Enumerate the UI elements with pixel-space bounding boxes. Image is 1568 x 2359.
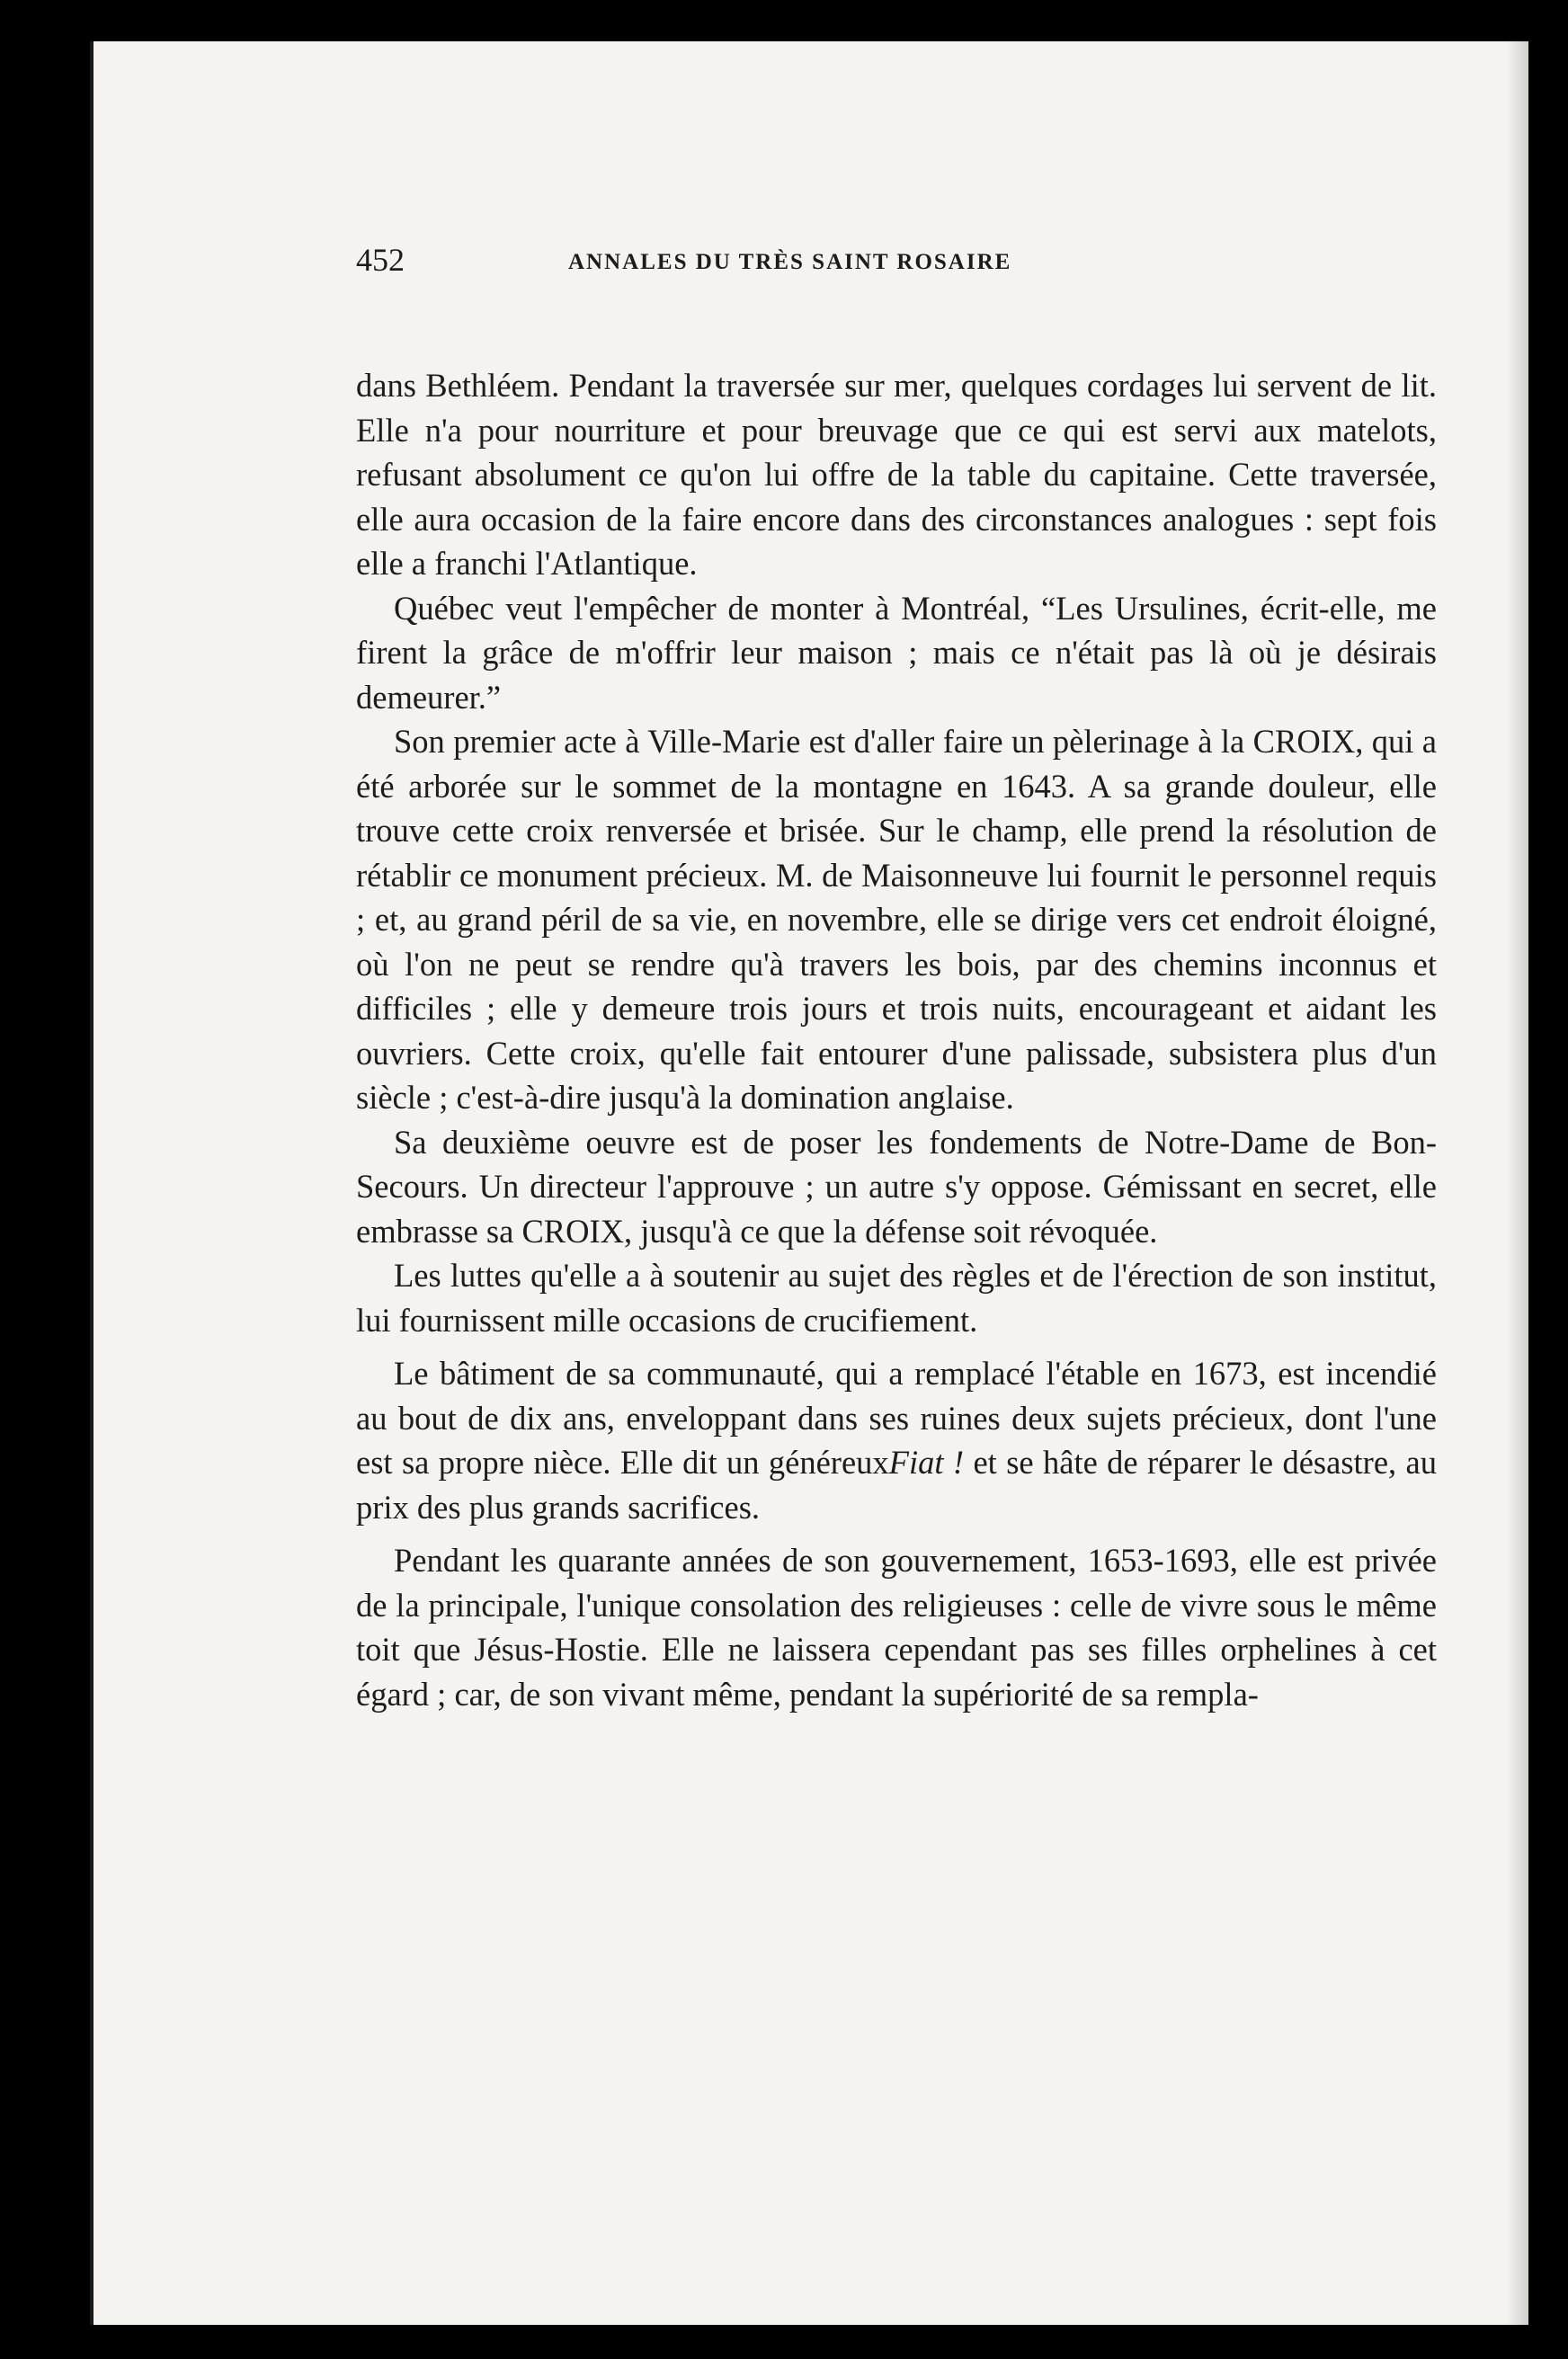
paragraph: Québec veut l'empêcher de monter à Montréal, “Les Ursulines, écrit-elle, me firent la grâce de m'offrir leur maison ; mais ce n'était pas là où je désirais demeurer.” bbox=[356, 589, 1437, 716]
paragraph: Sa deuxième oeuvre est de poser les fondements de Notre-Dame de Bon-Secours. Un directeur l'approuve ; un autre s'y oppose. Gémissant en secret, elle embrasse sa CROIX, jusqu'à ce que la défense soit révoquée. bbox=[356, 1123, 1437, 1250]
body-text bbox=[356, 363, 1437, 1716]
book-page bbox=[90, 41, 1528, 2325]
paragraph-text: Le bâtiment de sa communauté, qui a remplacé l'étable en 1673, est incendié au bout de dix ans, enveloppant dans ses ruines deux sujets précieux, dont l'une est sa propre nièce. Elle dit un généreux bbox=[356, 1355, 1437, 1481]
paragraph: dans Bethléem. Pendant la traversée sur mer, quelques cordages lui servent de lit. Elle n'a pour nourriture et pour breuvage que ce qui est servi aux matelots, refusant absolument ce qu'on lui offre de la table du capitaine. Cette traversée, elle aura occasion de la faire encore dans des circonstances analogues : sept fois elle a franchi l'Atlantique. bbox=[356, 367, 1437, 582]
running-head: ANNALES DU TRÈS SAINT ROSAIRE bbox=[568, 250, 1012, 274]
emphasis-text: Fiat ! bbox=[888, 1444, 965, 1481]
paragraph bbox=[356, 1351, 1437, 1529]
paragraph-text: et se hâte de réparer le désastre, au prix des plus grands sacrifices. bbox=[356, 1444, 1438, 1526]
page-number: 452 bbox=[356, 242, 405, 278]
paragraph: Pendant les quarante années de son gouvernement, 1653-1693, elle est privée de la principale, l'unique consolation des religieuses : celle de vivre sous le même toit que Jésus-Hostie. Elle ne laissera cependant pas ses filles orphelines à cet égard ; car, de son vivant même, pendant la supériorité de sa rempla- bbox=[356, 1542, 1437, 1713]
page-edge-shadow bbox=[1507, 41, 1528, 2325]
page-header bbox=[356, 241, 1282, 295]
paragraph: Les luttes qu'elle a à soutenir au sujet des règles et de l'érection de son institut, lui fournissent mille occasions de crucifiement. bbox=[356, 1257, 1437, 1339]
paragraph: Son premier acte à Ville-Marie est d'aller faire un pèlerinage à la CROIX, qui a été arborée sur le sommet de la montagne en 1643. A sa grande douleur, elle trouve cette croix renversée et brisée. Sur le champ, elle prend la résolution de rétablir ce monument précieux. M. de Maisonneuve lui fournit le personnel requis ; et, au grand péril de sa vie, en novembre, elle se dirige vers cet endroit éloigné, où l'on ne peut se rendre qu'à travers les bois, par des chemins inconnus et difficiles ; elle y demeure trois jours et trois nuits, encourageant et aidant les ouvriers. Cette croix, qu'elle fait entourer d'une palissade, subsistera plus d'un siècle ; c'est-à-dire jusqu'à la domination anglaise. bbox=[356, 723, 1437, 1116]
